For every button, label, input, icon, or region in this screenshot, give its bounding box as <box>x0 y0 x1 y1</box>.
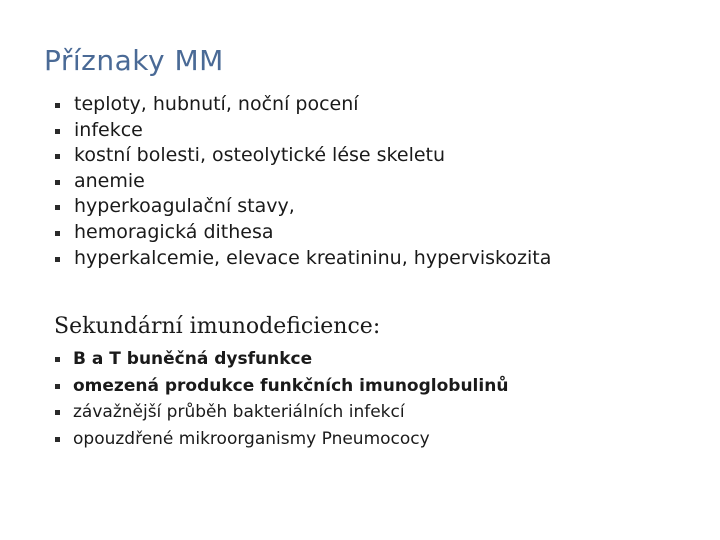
list-item-text: infekce <box>74 118 143 141</box>
list-item-text: hemoragická dithesa <box>74 220 274 243</box>
list-item <box>55 399 508 426</box>
bullet-icon <box>55 357 60 362</box>
list-item-text: anemie <box>74 169 145 192</box>
slide-title: Příznaky MM <box>44 44 224 77</box>
list-item <box>55 194 551 220</box>
section-heading: Sekundární imunodeficience: <box>54 314 381 339</box>
list-item-text: teploty, hubnutí, noční pocení <box>74 93 359 115</box>
list-item-text: závažnější průběh bakteriálních infekcí <box>73 402 405 422</box>
list-item <box>55 220 551 246</box>
list-item-text: omezená produkce funkčních imunoglobulinů <box>73 375 509 396</box>
list-item-text: kostní bolesti, osteolytické lése skeletu <box>74 144 446 167</box>
bullet-icon <box>55 231 60 236</box>
list-item-text: opouzdřené mikroorganismy Pneumococy <box>73 428 430 449</box>
bullet-icon <box>55 437 60 442</box>
list-item <box>55 169 551 195</box>
list-item-text: B a T buněčná dysfunkce <box>73 349 313 369</box>
list-item-text: hyperkoagulační stavy, <box>74 195 295 218</box>
deficiency-list <box>55 346 508 452</box>
list-item <box>55 346 508 373</box>
bullet-icon <box>55 154 60 159</box>
list-item-text: hyperkalcemie, elevace kreatininu, hyperviskozita <box>74 246 552 269</box>
bullet-icon <box>55 103 60 108</box>
list-item <box>55 426 508 453</box>
list-item <box>55 373 508 400</box>
bullet-icon <box>55 129 60 134</box>
bullet-icon <box>55 205 60 210</box>
bullet-icon <box>55 180 60 185</box>
bullet-icon <box>55 410 60 415</box>
list-item <box>55 92 551 118</box>
list-item <box>55 118 551 144</box>
symptom-list <box>55 92 551 271</box>
bullet-icon <box>55 257 60 262</box>
bullet-icon <box>55 384 60 389</box>
list-item <box>55 143 551 169</box>
list-item <box>55 246 551 272</box>
